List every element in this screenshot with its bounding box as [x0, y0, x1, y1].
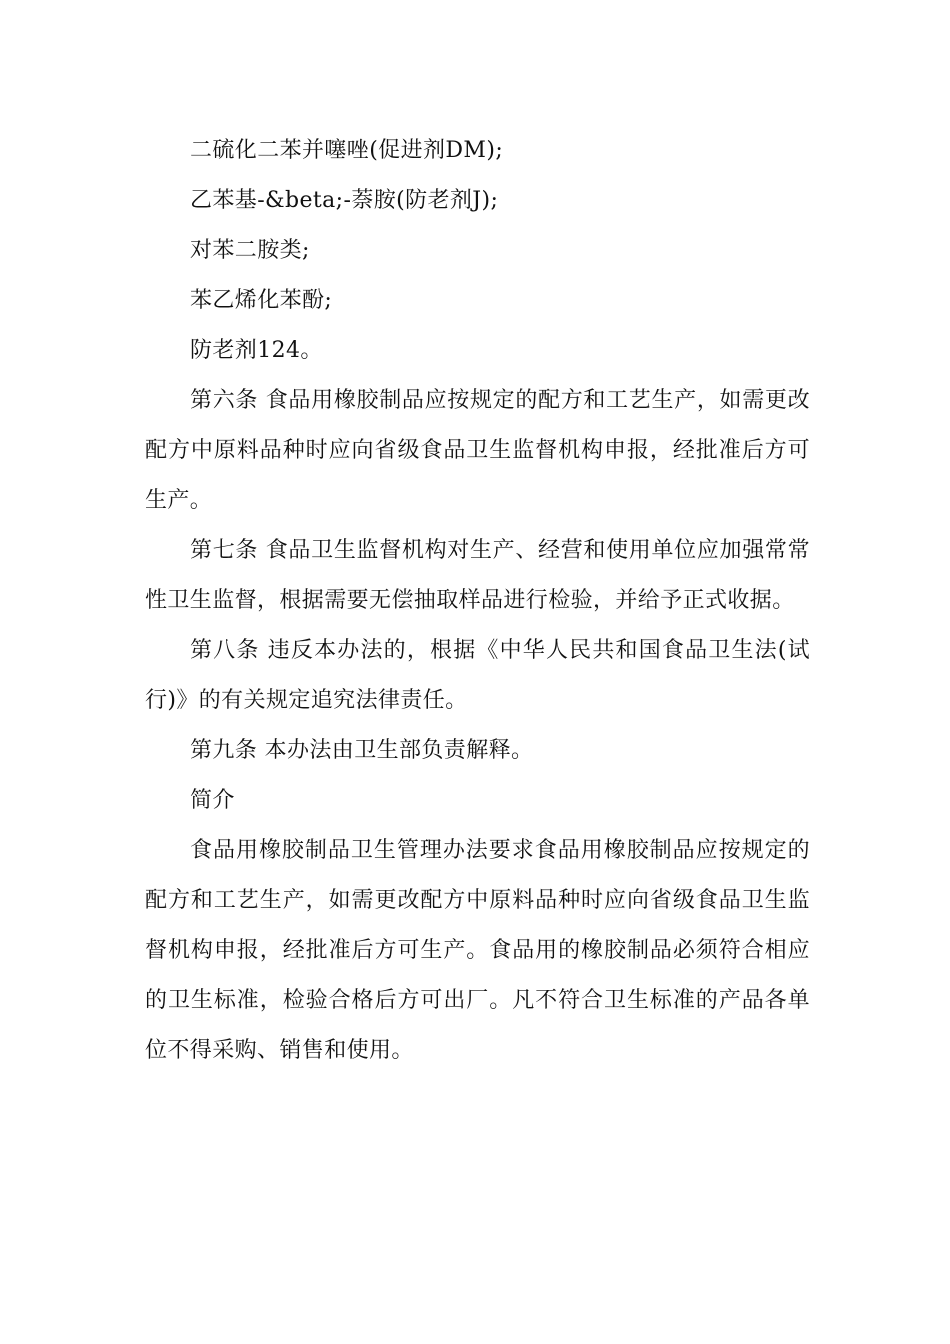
item-antioxidant-124: 防老剂124。: [190, 338, 323, 363]
item-antioxidant-j: 乙苯基-&beta;-萘胺(防老剂J);: [190, 188, 499, 213]
item-accelerator-dm: 二硫化二苯并噻唑(促进剂DM);: [190, 138, 504, 163]
article-9: 第九条 本办法由卫生部负责解释。: [190, 738, 534, 763]
item-styrenated-phenol: 苯乙烯化苯酚;: [190, 288, 333, 313]
section-heading-intro: 简介: [190, 788, 235, 813]
document-body: [145, 126, 810, 1076]
article-6: 第六条 食品用橡胶制品应按规定的配方和工艺生产，如需更改配方中原料品种时应向省级食品卫生监督机构申报，经批准后方可生产。: [145, 388, 810, 513]
item-p-phenylenediamines: 对苯二胺类;: [190, 238, 310, 263]
article-8: 第八条 违反本办法的，根据《中华人民共和国食品卫生法(试行)》的有关规定追究法律责任。: [145, 638, 810, 713]
intro-paragraph: 食品用橡胶制品卫生管理办法要求食品用橡胶制品应按规定的配方和工艺生产，如需更改配方中原料品种时应向省级食品卫生监督机构申报，经批准后方可生产。食品用的橡胶制品必须符合相应的卫生标准，检验合格后方可出厂。凡不符合卫生标准的产品各单位不得采购、销售和使用。: [145, 838, 810, 1063]
article-7: 第七条 食品卫生监督机构对生产、经营和使用单位应加强常常性卫生监督，根据需要无偿抽取样品进行检验，并给予正式收据。: [145, 538, 810, 613]
